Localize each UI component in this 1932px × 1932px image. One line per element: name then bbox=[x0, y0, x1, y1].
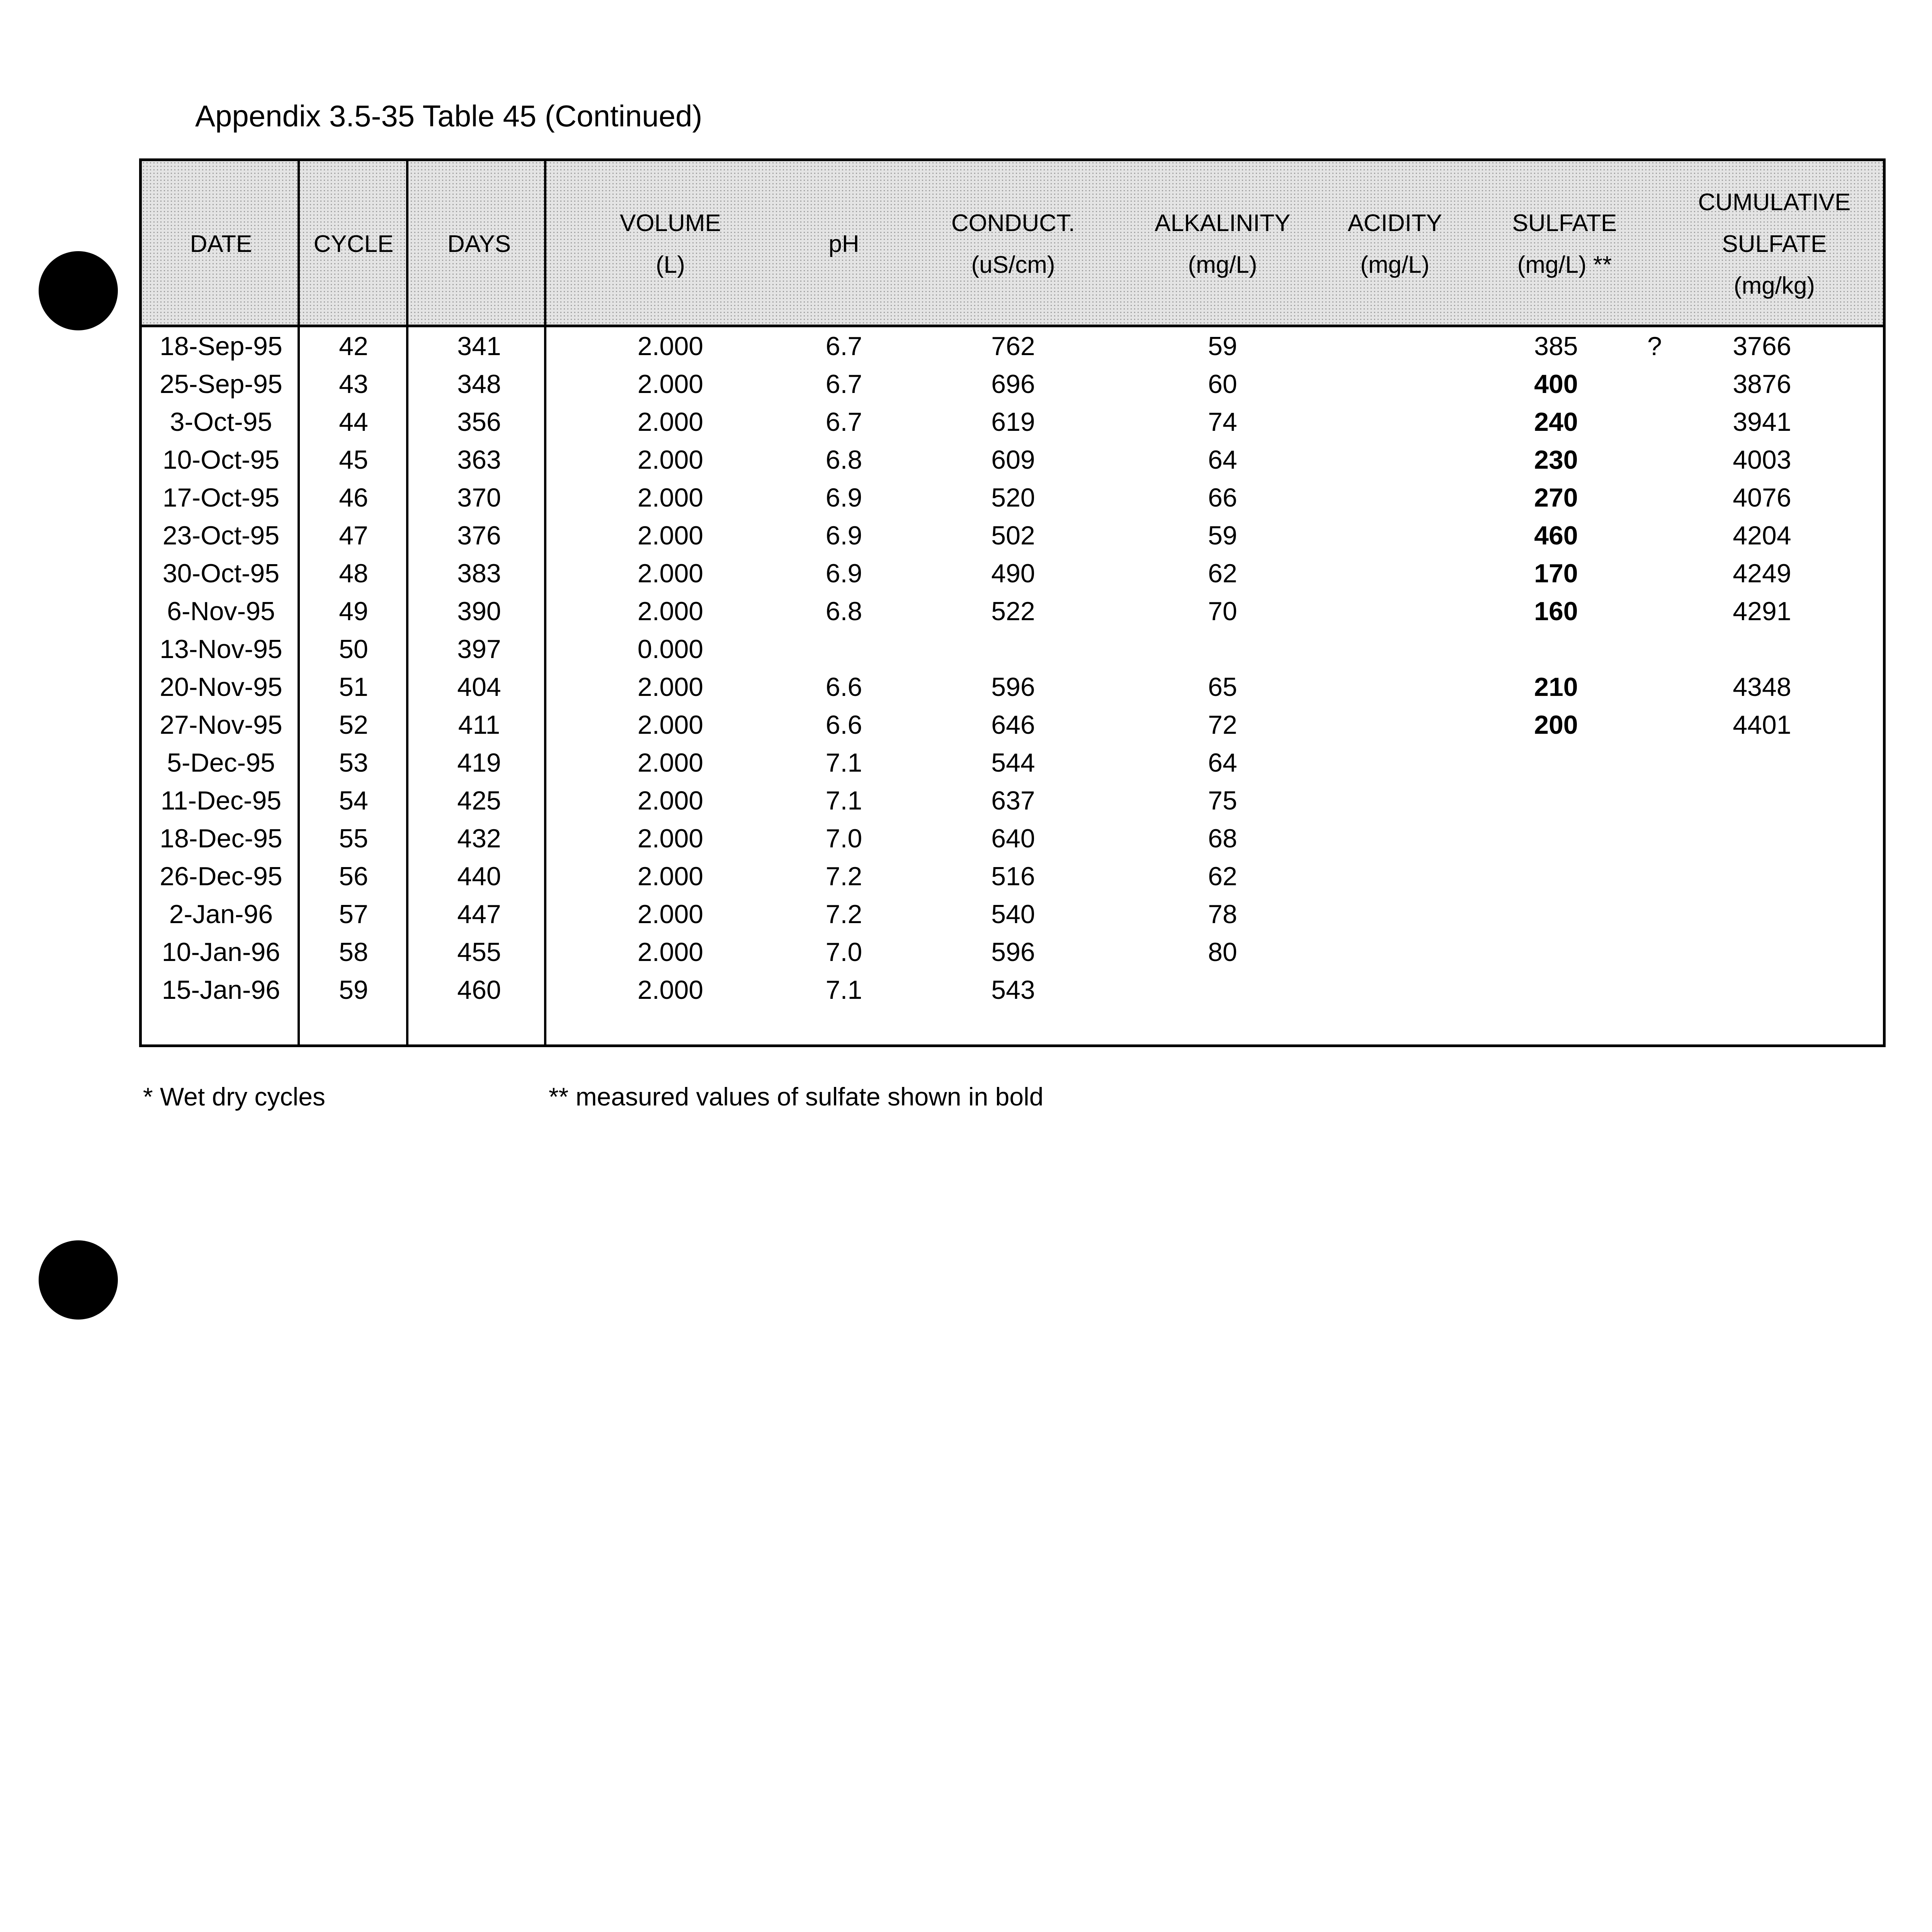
cell-conduct: 640 bbox=[991, 824, 1035, 853]
cell-sulfate: 170 bbox=[1534, 559, 1578, 588]
header-date: DATE bbox=[190, 231, 252, 257]
cell-date: 20-Nov-95 bbox=[160, 672, 282, 702]
cell-conduct: 762 bbox=[991, 332, 1035, 361]
cell-conduct: 646 bbox=[991, 710, 1035, 740]
cell-ph: 6.9 bbox=[825, 483, 862, 512]
cell-cycle: 54 bbox=[339, 786, 368, 815]
cell-alkalinity: 59 bbox=[1208, 332, 1237, 361]
cell-days: 370 bbox=[457, 483, 501, 512]
header-volume: VOLUME (L) bbox=[620, 210, 721, 278]
cell-ph: 6.7 bbox=[825, 369, 862, 399]
cell-date: 13-Nov-95 bbox=[160, 634, 282, 664]
cell-cumulative-sulfate: 3941 bbox=[1733, 407, 1791, 437]
table-title: Appendix 3.5-35 Table 45 (Continued) bbox=[195, 99, 702, 133]
cell-ph: 7.1 bbox=[825, 975, 862, 1005]
cell-cumulative-sulfate: 4076 bbox=[1733, 483, 1791, 512]
cell-cumulative-sulfate: 4291 bbox=[1733, 597, 1791, 626]
cell-date: 30-Oct-95 bbox=[162, 559, 280, 588]
cell-volume: 2.000 bbox=[637, 407, 704, 437]
cell-cycle: 49 bbox=[339, 597, 368, 626]
cell-cumulative-sulfate: 4401 bbox=[1733, 710, 1791, 740]
cell-volume: 2.000 bbox=[637, 975, 704, 1005]
cell-alkalinity: 62 bbox=[1208, 862, 1237, 891]
table-header bbox=[142, 161, 1883, 327]
cell-date: 2-Jan-96 bbox=[169, 900, 273, 929]
cell-cycle: 44 bbox=[339, 407, 368, 437]
cell-sulfate: 230 bbox=[1534, 445, 1578, 474]
cell-date: 26-Dec-95 bbox=[160, 862, 282, 891]
cell-ph: 7.2 bbox=[825, 862, 862, 891]
table-row bbox=[142, 744, 1883, 782]
cell-ph: 6.6 bbox=[825, 672, 862, 702]
cell-cycle: 50 bbox=[339, 634, 368, 664]
table-row bbox=[142, 365, 1883, 403]
cell-cycle: 57 bbox=[339, 900, 368, 929]
cell-conduct: 637 bbox=[991, 786, 1035, 815]
cell-cumulative-sulfate: 4204 bbox=[1733, 521, 1791, 550]
cell-volume: 2.000 bbox=[637, 862, 704, 891]
cell-alkalinity: 68 bbox=[1208, 824, 1237, 853]
cell-volume: 2.000 bbox=[637, 445, 704, 474]
cell-days: 397 bbox=[457, 634, 501, 664]
cell-date: 10-Jan-96 bbox=[162, 937, 281, 967]
cell-volume: 2.000 bbox=[637, 521, 704, 550]
header-ph: pH bbox=[828, 231, 859, 257]
cell-volume: 2.000 bbox=[637, 672, 704, 702]
cell-ph: 6.7 bbox=[825, 407, 862, 437]
cell-alkalinity: 62 bbox=[1208, 559, 1237, 588]
cell-days: 447 bbox=[457, 900, 501, 929]
header-alkalinity: ALKALINITY (mg/L) bbox=[1155, 210, 1291, 278]
cell-ph: 6.6 bbox=[825, 710, 862, 740]
cell-days: 348 bbox=[457, 369, 501, 399]
table-row bbox=[142, 441, 1883, 479]
cell-cycle: 48 bbox=[339, 559, 368, 588]
cell-ph: 6.9 bbox=[825, 521, 862, 550]
cell-cycle: 43 bbox=[339, 369, 368, 399]
cell-sulfate: 160 bbox=[1534, 597, 1578, 626]
cell-conduct: 520 bbox=[991, 483, 1035, 512]
cell-date: 25-Sep-95 bbox=[160, 369, 282, 399]
punch-hole-top bbox=[39, 251, 118, 330]
cell-alkalinity: 72 bbox=[1208, 710, 1237, 740]
cell-conduct: 696 bbox=[991, 369, 1035, 399]
cell-date: 11-Dec-95 bbox=[160, 786, 282, 815]
cell-cycle: 42 bbox=[339, 332, 368, 361]
table-row bbox=[142, 630, 1883, 668]
header-acidity: ACIDITY (mg/L) bbox=[1347, 210, 1442, 278]
cell-conduct: 543 bbox=[991, 975, 1035, 1005]
cell-date: 10-Oct-95 bbox=[162, 445, 280, 474]
cell-alkalinity: 65 bbox=[1208, 672, 1237, 702]
cell-date: 23-Oct-95 bbox=[162, 521, 280, 550]
cell-days: 404 bbox=[457, 672, 501, 702]
cell-days: 356 bbox=[457, 407, 501, 437]
cell-days: 376 bbox=[457, 521, 501, 550]
punch-hole-middle bbox=[39, 1240, 118, 1320]
cell-days: 383 bbox=[457, 559, 501, 588]
table-row bbox=[142, 517, 1883, 554]
cell-cycle: 52 bbox=[339, 710, 368, 740]
cell-date: 3-Oct-95 bbox=[170, 407, 272, 437]
cell-cycle: 55 bbox=[339, 824, 368, 853]
table-row bbox=[142, 479, 1883, 517]
cell-sulfate: 400 bbox=[1534, 369, 1578, 399]
cell-alkalinity: 60 bbox=[1208, 369, 1237, 399]
cell-alkalinity: 70 bbox=[1208, 597, 1237, 626]
cell-volume: 2.000 bbox=[637, 483, 704, 512]
cell-conduct: 619 bbox=[991, 407, 1035, 437]
cell-cumulative-sulfate: 4348 bbox=[1733, 672, 1791, 702]
cell-sulfate: 460 bbox=[1534, 521, 1578, 550]
cell-days: 455 bbox=[457, 937, 501, 967]
cell-alkalinity: 74 bbox=[1208, 407, 1237, 437]
cell-days: 425 bbox=[457, 786, 501, 815]
table-row bbox=[142, 820, 1883, 857]
cell-sulfate: 200 bbox=[1534, 710, 1578, 740]
cell-ph: 7.1 bbox=[825, 786, 862, 815]
table-row bbox=[142, 592, 1883, 630]
cell-cumulative-sulfate: 4003 bbox=[1733, 445, 1791, 474]
cell-days: 411 bbox=[458, 710, 500, 740]
cell-date: 18-Dec-95 bbox=[160, 824, 282, 853]
cell-alkalinity: 59 bbox=[1208, 521, 1237, 550]
cell-alkalinity: 64 bbox=[1208, 748, 1237, 777]
cell-ph: 7.2 bbox=[825, 900, 862, 929]
cell-conduct: 522 bbox=[991, 597, 1035, 626]
cell-conduct: 540 bbox=[991, 900, 1035, 929]
cell-alkalinity: 78 bbox=[1208, 900, 1237, 929]
cell-sulfate: 270 bbox=[1534, 483, 1578, 512]
cell-cumulative-sulfate: 4249 bbox=[1733, 559, 1791, 588]
table-row bbox=[142, 857, 1883, 895]
cell-alkalinity: 80 bbox=[1208, 937, 1237, 967]
cell-alkalinity: 75 bbox=[1208, 786, 1237, 815]
cell-volume: 2.000 bbox=[637, 786, 704, 815]
table-row bbox=[142, 403, 1883, 441]
cell-days: 390 bbox=[457, 597, 501, 626]
cell-days: 440 bbox=[457, 862, 501, 891]
cell-volume: 2.000 bbox=[637, 369, 704, 399]
cell-days: 363 bbox=[457, 445, 501, 474]
cell-sulfate: 210 bbox=[1534, 672, 1578, 702]
cell-sulfate: 240 bbox=[1534, 407, 1578, 437]
cell-cumulative-sulfate: 3766 bbox=[1733, 332, 1791, 361]
cell-cycle: 51 bbox=[339, 672, 368, 702]
cell-volume: 0.000 bbox=[637, 634, 704, 664]
cell-cycle: 45 bbox=[339, 445, 368, 474]
header-cycle: CYCLE bbox=[313, 231, 394, 257]
cell-volume: 2.000 bbox=[637, 597, 704, 626]
cell-conduct: 596 bbox=[991, 672, 1035, 702]
table-row bbox=[142, 971, 1883, 1009]
cell-cycle: 59 bbox=[339, 975, 368, 1005]
cell-volume: 2.000 bbox=[637, 900, 704, 929]
cell-date: 6-Nov-95 bbox=[167, 597, 275, 626]
cell-ph: 7.1 bbox=[825, 748, 862, 777]
cell-days: 460 bbox=[457, 975, 501, 1005]
cell-volume: 2.000 bbox=[637, 710, 704, 740]
cell-volume: 2.000 bbox=[637, 748, 704, 777]
table-row bbox=[142, 327, 1883, 365]
cell-volume: 2.000 bbox=[637, 824, 704, 853]
cell-cumulative-sulfate: 3876 bbox=[1733, 369, 1791, 399]
table-row bbox=[142, 895, 1883, 933]
cell-conduct: 502 bbox=[991, 521, 1035, 550]
cell-alkalinity: 64 bbox=[1208, 445, 1237, 474]
cell-cycle: 56 bbox=[339, 862, 368, 891]
cell-ph: 7.0 bbox=[825, 824, 862, 853]
header-days: DAYS bbox=[447, 231, 511, 257]
cell-ph: 7.0 bbox=[825, 937, 862, 967]
footnote-sulfate-bold: ** measured values of sulfate shown in bold bbox=[549, 1082, 1044, 1111]
cell-alkalinity: 66 bbox=[1208, 483, 1237, 512]
cell-conduct: 544 bbox=[991, 748, 1035, 777]
table-row bbox=[142, 554, 1883, 592]
cell-date: 17-Oct-95 bbox=[162, 483, 280, 512]
cell-ph: 6.9 bbox=[825, 559, 862, 588]
footnote-wet-dry-cycles: * Wet dry cycles bbox=[143, 1082, 325, 1111]
cell-days: 419 bbox=[457, 748, 501, 777]
cell-flag: ? bbox=[1647, 332, 1662, 361]
cell-sulfate: 385 bbox=[1534, 332, 1578, 361]
cell-date: 27-Nov-95 bbox=[160, 710, 282, 740]
cell-conduct: 609 bbox=[991, 445, 1035, 474]
header-conduct: CONDUCT. (uS/cm) bbox=[951, 210, 1075, 278]
table-row bbox=[142, 668, 1883, 706]
cell-volume: 2.000 bbox=[637, 559, 704, 588]
cell-conduct: 596 bbox=[991, 937, 1035, 967]
header-cumulative-sulfate: CUMULATIVE SULFATE (mg/kg) bbox=[1698, 189, 1851, 299]
cell-cycle: 53 bbox=[339, 748, 368, 777]
cell-date: 18-Sep-95 bbox=[160, 332, 282, 361]
cell-date: 5-Dec-95 bbox=[167, 748, 275, 777]
cell-days: 432 bbox=[457, 824, 501, 853]
table-row bbox=[142, 933, 1883, 971]
cell-ph: 6.8 bbox=[825, 445, 862, 474]
data-table bbox=[139, 158, 1886, 1047]
header-sulfate: SULFATE (mg/L) ** bbox=[1512, 210, 1617, 278]
cell-conduct: 490 bbox=[991, 559, 1035, 588]
cell-volume: 2.000 bbox=[637, 937, 704, 967]
table-row bbox=[142, 782, 1883, 820]
cell-days: 341 bbox=[457, 332, 501, 361]
cell-ph: 6.7 bbox=[825, 332, 862, 361]
cell-cycle: 47 bbox=[339, 521, 368, 550]
cell-ph: 6.8 bbox=[825, 597, 862, 626]
table-row bbox=[142, 706, 1883, 744]
cell-volume: 2.000 bbox=[637, 332, 704, 361]
cell-cycle: 46 bbox=[339, 483, 368, 512]
cell-date: 15-Jan-96 bbox=[162, 975, 281, 1005]
cell-cycle: 58 bbox=[339, 937, 368, 967]
cell-conduct: 516 bbox=[991, 862, 1035, 891]
